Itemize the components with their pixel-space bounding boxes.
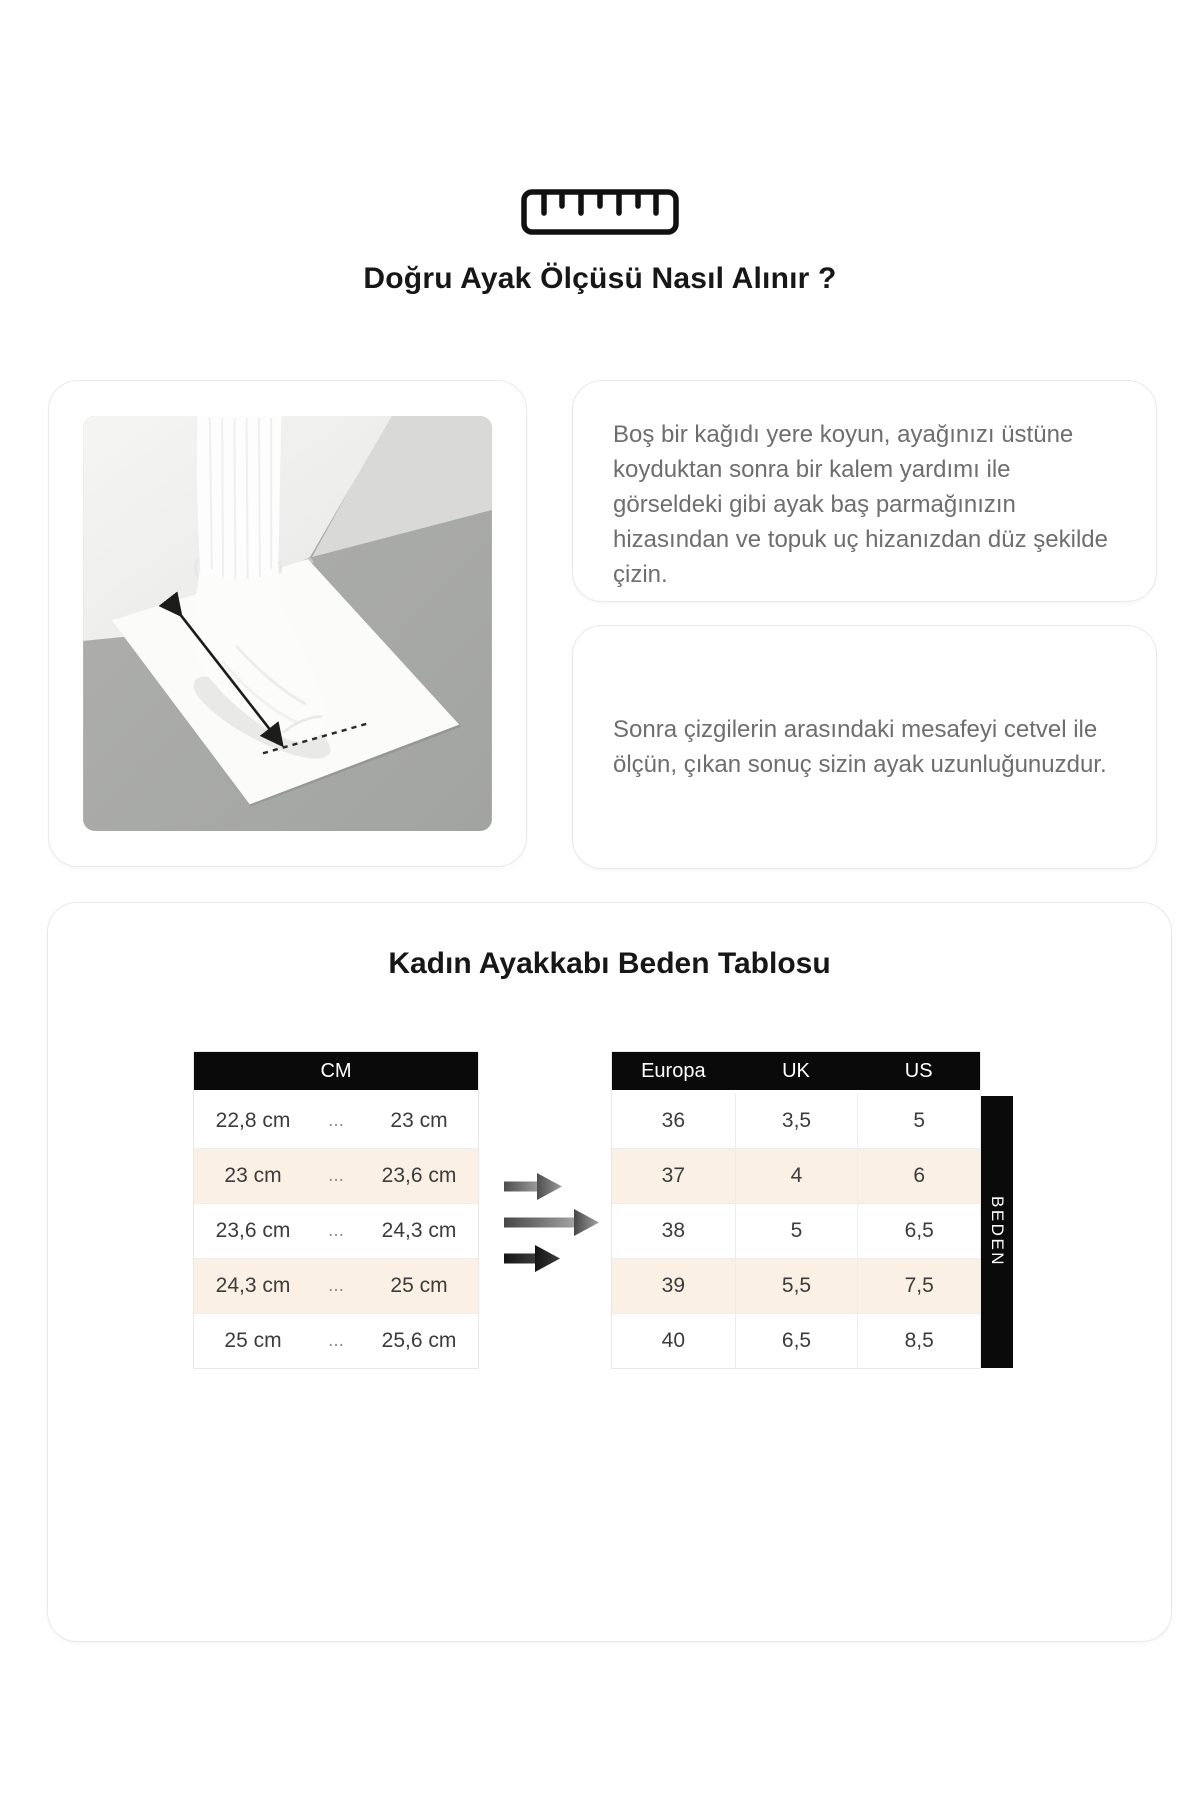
- size-tables: [193, 1051, 1171, 1369]
- page-header: [0, 0, 1200, 296]
- ruler-icon: [521, 189, 679, 240]
- table-row: 24,3 cm ... 25 cm: [194, 1258, 478, 1313]
- page-title: Doğru Ayak Ölçüsü Nasıl Alınır ?: [363, 262, 837, 295]
- header-uk: UK: [782, 1059, 810, 1082]
- foot-photo-card: [48, 380, 527, 867]
- header-europa: Europa: [641, 1059, 706, 1082]
- instruction-step1-text: Boş bir kağıdı yere koyun, ayağınızı üstüne koyduktan sonra bir kalem yardımı ile görseldeki gibi ayak baş parmağınızın hizasından ve topuk uç hizanızdan düz şekilde çizin.: [613, 421, 1108, 588]
- instruction-step2-text: Sonra çizgilerin arasındaki mesafeyi cetvel ile ölçün, çıkan sonuç sizin ayak uzunluğunuzdur.: [613, 716, 1107, 778]
- beden-side-label: BEDEN: [981, 1096, 1013, 1368]
- transfer-arrow-icon: [504, 1245, 560, 1272]
- instruction-step2-card: [572, 625, 1157, 869]
- table-row: 40 6,5 8,5: [612, 1313, 980, 1368]
- table-row: 22,8 cm ... 23 cm: [215, 1108, 448, 1132]
- cm-header-label: CM: [320, 1059, 352, 1082]
- size-table-header: [612, 1052, 980, 1093]
- table-row: 38 5 6,5: [612, 1203, 980, 1258]
- table-row: 25 cm ... 25,6 cm: [194, 1313, 478, 1368]
- table-row: 23,6 cm ... 24,3 cm: [194, 1203, 478, 1258]
- table-row: 39 5,5 7,5: [612, 1258, 980, 1313]
- size-chart-title: Kadın Ayakkabı Beden Tablosu: [388, 947, 831, 980]
- size-chart-card: [47, 902, 1172, 1642]
- table-row: 36 3,5 5: [612, 1093, 980, 1148]
- table-row: 23 cm ... 23,6 cm: [194, 1148, 478, 1203]
- transfer-arrow-icon: [504, 1209, 599, 1236]
- international-size-table: [611, 1051, 981, 1369]
- transfer-arrow-icon: [504, 1173, 562, 1200]
- header-us: US: [904, 1059, 933, 1082]
- instructions-section: [48, 380, 1157, 869]
- instruction-step1-card: [572, 380, 1157, 602]
- instruction-text-column: [572, 380, 1157, 869]
- table-row: 37 4 6: [612, 1148, 980, 1203]
- cm-table-header: [194, 1052, 478, 1093]
- cm-table: [193, 1051, 479, 1369]
- foot-measurement-photo: [83, 416, 492, 831]
- conversion-arrows: [479, 1173, 611, 1272]
